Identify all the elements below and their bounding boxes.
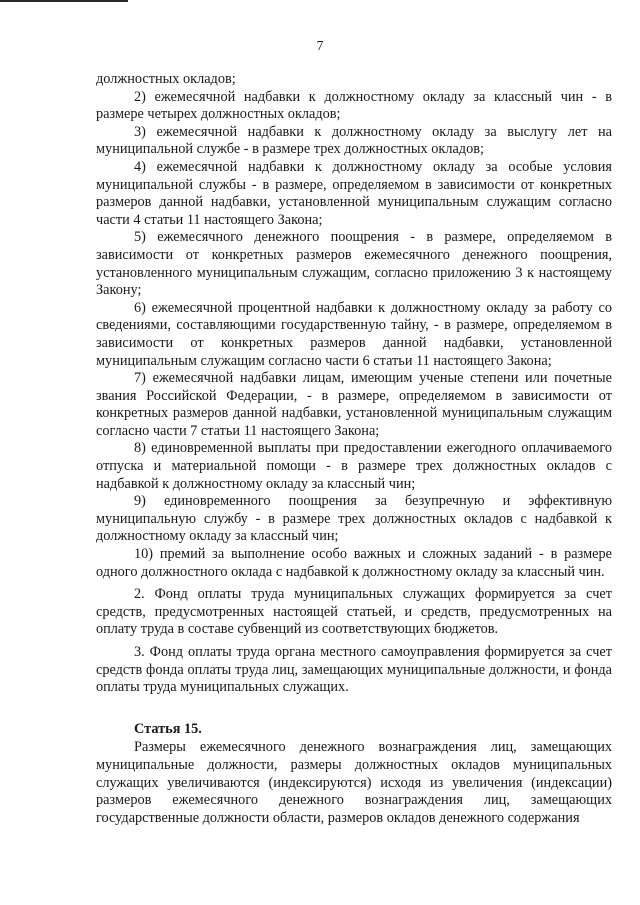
article-15-section <box>96 721 612 828</box>
article-15-text: Размеры ежемесячного денежного вознаграждения лиц, замещающих муниципальные должности, размеры должностных окладов муниципальных служащих увеличиваются (индексируются) исходя из увеличения (индексации) размеров ежемесячного денежного вознаграждения лиц, замещающих государственные должности области, размеров окладов денежного содержания <box>96 739 612 826</box>
paragraph-item-9: 9) единовременного поощрения за безупречную и эффективную муниципальную службу - в размере трех должностных окладов с надбавкой к должностному окладу за классный чин; <box>96 493 612 545</box>
top-rule <box>0 0 128 2</box>
paragraph-item-10: 10) премий за выполнение особо важных и сложных заданий - в размере одного должностного оклада с надбавкой к должностному окладу за классный чин. <box>96 546 612 580</box>
paragraph-item-6: 6) ежемесячной процентной надбавки к должностному окладу за работу со сведениями, составляющими государственную тайну, - в размере, определяемом в зависимости от конкретных размеров данной надбавки, установленной муниципальным служащим согласно части 6 статьи 11 настоящего Закона; <box>96 299 612 369</box>
paragraph-item-5: 5) ежемесячного денежного поощрения - в размере, определяемом в зависимости от конкретных размеров ежемесячного денежного поощрения, установленного муниципальным служащим, согласно приложению 3 к настоящему Закону; <box>96 229 612 299</box>
paragraph-part-2: 2. Фонд оплаты труда муниципальных служащих формируется за счет средств, предусмотренных настоящей статьей, и средств, предусмотренных на оплату труда в составе субвенций из соответствующих бюджетов. <box>96 586 612 638</box>
paragraph-item-7: 7) ежемесячной надбавки лицам, имеющим ученые степени или почетные звания Российской Федерации, - в размере, определяемом в зависимости от конкретных размеров данной надбавки, установленной муниципальным служащим согласно части 7 статьи 11 настоящего Закона; <box>96 370 612 439</box>
paragraph-item-8: 8) единовременной выплаты при предоставлении ежегодного оплачиваемого отпуска и материальной помощи - в размере трех должностных окладов с надбавкой к должностному окладу за классный чин; <box>96 440 612 492</box>
paragraph-item-3: 3) ежемесячной надбавки к должностному окладу за выслугу лет на муниципальной службе - в размере трех должностных окладов; <box>96 123 612 158</box>
paragraph-0: должностных окладов; <box>96 71 236 87</box>
paragraph-part-3: 3. Фонд оплаты труда органа местного самоуправления формируется за счет средств фонда оплаты труда лиц, замещающих муниципальные должности, и фонда оплаты труда муниципальных служащих. <box>96 644 612 696</box>
paragraph-item-2: 2) ежемесячной надбавки к должностному окладу за классный чин - в размере четырех должностных окладов; <box>96 88 612 123</box>
document-body <box>96 71 612 827</box>
paragraph-item-4: 4) ежемесячной надбавки к должностному окладу за особые условия муниципальной службы - в размере, определяемом в зависимости от конкретных размеров данной надбавки, установленной муниципальным служащим согласно части 4 статьи 11 настоящего Закона; <box>96 158 612 228</box>
article-heading: Статья 15. <box>134 720 202 737</box>
page-number: 7 <box>316 38 324 53</box>
